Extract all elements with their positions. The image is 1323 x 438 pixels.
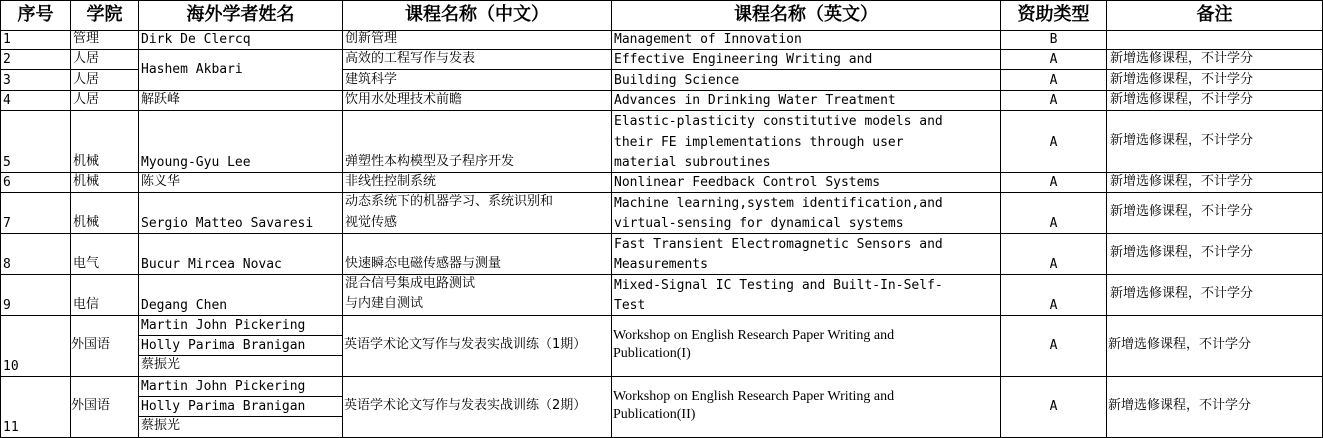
cell-no: 7 [3,216,11,231]
grid-line [0,0,1,438]
grid-line [0,49,1323,50]
cell-course-en-line: Publication(I) [613,346,691,361]
cell-school: 电信 [73,297,100,312]
grid-line [0,30,1323,31]
grid-line [138,416,342,417]
cell-funding: A [1049,298,1058,313]
grid-line [70,0,71,438]
cell-remark: 新增选修课程，不计学分 [1110,72,1254,87]
grid-line [0,376,1323,377]
cell-scholar: 蔡振光 [141,357,181,372]
cell-scholar: 蔡振光 [141,418,181,433]
header-course-cn: 课程名称（中文） [405,4,549,25]
header-school: 学院 [86,4,123,25]
cell-course-en: Building Science [614,73,740,88]
cell-remark: 新增选修课程，不计学分 [1110,286,1254,301]
cell-school: 机械 [73,154,100,169]
cell-funding: A [1049,175,1058,190]
cell-scholar: 解跃峰 [141,92,181,107]
cell-remark: 新增选修课程，不计学分 [1110,92,1254,107]
grid-line [0,172,1323,173]
grid-line [138,0,139,438]
cell-scholar: Degang Chen [141,298,228,313]
cell-remark: 新增选修课程，不计学分 [1110,204,1254,219]
cell-course-en-line: material subroutines [614,155,771,170]
cell-school: 外国语 [71,398,111,413]
cell-no: 1 [3,32,11,47]
grid-line [342,0,343,438]
cell-remark: 新增选修课程，不计学分 [1108,337,1252,352]
cell-school: 人居 [73,72,100,87]
cell-no: 5 [3,155,11,170]
header-no: 序号 [17,4,54,25]
cell-funding: A [1049,399,1058,414]
cell-funding: B [1049,32,1058,47]
cell-scholar: Bucur Mircea Novac [141,257,282,272]
cell-scholar: Martin John Pickering [141,379,306,394]
cell-course-cn: 高效的工程写作与发表 [345,51,476,66]
cell-course-en-line: virtual-sensing for dynamical systems [614,216,904,231]
grid-line [138,396,342,397]
cell-remark: 新增选修课程，不计学分 [1110,133,1254,148]
cell-funding: A [1049,93,1058,108]
cell-course-en: Nonlinear Feedback Control Systems [614,175,881,190]
header-course-en: 课程名称（英文） [734,4,878,25]
cell-funding: A [1049,338,1058,353]
grid-line [342,69,1323,70]
header-funding: 资助类型 [1017,4,1090,25]
cell-funding: A [1049,52,1058,67]
cell-funding: A [1049,216,1058,231]
cell-scholar: Myoung-Gyu Lee [141,155,251,170]
cell-scholar: 陈义华 [141,174,181,189]
cell-course-cn-line: 视觉传感 [345,215,398,230]
cell-scholar: Sergio Matteo Savaresi [141,216,314,231]
cell-no: 6 [3,175,11,190]
grid-line [0,315,1323,316]
cell-course-en-line: Workshop on English Research Paper Writing and [613,389,895,404]
cell-course-en-line: Measurements [614,257,708,272]
cell-course-en-line: Publication(II) [613,407,696,422]
cell-no: 4 [3,93,11,108]
cell-course-en-line: Machine learning,system identification,and [614,196,943,211]
grid-line [0,90,1323,91]
cell-school: 电气 [73,256,100,271]
cell-course-cn: 建筑科学 [345,72,398,87]
cell-course-cn: 非线性控制系统 [345,174,437,189]
cell-no: 2 [3,52,11,67]
cell-course-en-line: Mixed-Signal IC Testing and Built-In-Self- [614,278,943,293]
grid-line [0,233,1323,234]
cell-course-cn-line: 混合信号集成电路测试 [345,276,476,291]
cell-course-en: Management of Innovation [614,32,802,47]
cell-scholar: Martin John Pickering [141,318,306,333]
header-scholar: 海外学者姓名 [186,4,295,25]
grid-line [611,0,612,438]
cell-school: 管理 [73,31,100,46]
cell-school: 机械 [73,215,100,230]
cell-course-cn: 英语学术论文写作与发表实战训练（1期） [344,337,587,352]
cell-no: 8 [3,257,11,272]
cell-school: 人居 [73,92,100,107]
cell-remark: 新增选修课程，不计学分 [1110,245,1254,260]
cell-course-cn: 快速瞬态电磁传感器与测量 [345,256,502,271]
cell-no: 11 [3,420,19,435]
grid-line [1106,0,1107,438]
cell-school: 人居 [73,51,100,66]
cell-remark: 新增选修课程，不计学分 [1108,398,1252,413]
cell-school: 机械 [73,174,100,189]
cell-course-cn-line: 动态系统下的机器学习、系统识别和 [345,194,554,209]
cell-course-en-line: their FE implementations through user [614,135,904,150]
cell-course-cn: 创新管理 [345,31,398,46]
cell-course-en-line: Test [614,298,646,313]
cell-course-cn-line: 与内建自测试 [345,296,424,311]
cell-scholar: Holly Parima Branigan [141,338,306,353]
grid-line [0,110,1323,111]
cell-course-en-line: Fast Transient Electromagnetic Sensors and [614,237,943,252]
cell-course-en-line: Elastic-plasticity constitutive models and [614,114,943,129]
cell-course-cn: 英语学术论文写作与发表实战训练（2期） [344,398,587,413]
grid-line [138,335,342,336]
header-remark: 备注 [1196,4,1233,25]
cell-scholar: Hashem Akbari [141,62,243,77]
cell-course-en-line: Workshop on English Research Paper Writing and [613,328,895,343]
grid-line [138,355,342,356]
cell-course-en: Effective Engineering Writing and [614,52,873,67]
cell-funding: A [1049,257,1058,272]
cell-funding: A [1049,135,1058,150]
grid-line [0,274,1323,275]
grid-line [0,192,1323,193]
cell-no: 3 [3,73,11,88]
cell-course-cn: 饮用水处理技术前瞻 [345,92,463,107]
cell-course-en: Advances in Drinking Water Treatment [614,93,896,108]
grid-line [0,69,138,70]
cell-no: 9 [3,298,11,313]
cell-school: 外国语 [71,337,111,352]
cell-remark: 新增选修课程，不计学分 [1110,174,1254,189]
cell-funding: A [1049,73,1058,88]
cell-remark: 新增选修课程，不计学分 [1110,51,1254,66]
grid-line [0,0,1323,1]
cell-no: 10 [3,359,19,374]
cell-scholar: Holly Parima Branigan [141,399,306,414]
cell-course-cn: 弹塑性本构模型及子程序开发 [345,154,515,169]
cell-scholar: Dirk De Clercq [141,32,251,47]
